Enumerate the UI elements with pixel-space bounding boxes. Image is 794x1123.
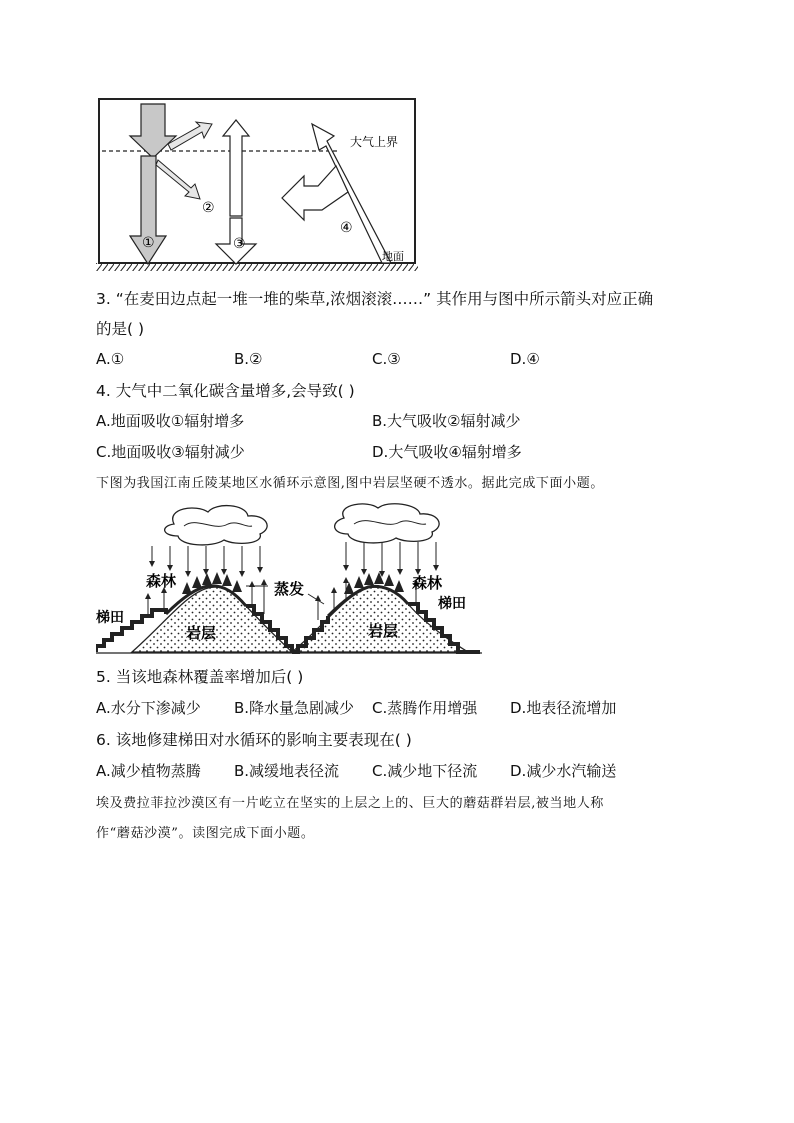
q4-option-b[interactable]: B.大气吸收②辐射减少: [372, 412, 521, 430]
q3-option-c[interactable]: C.③: [372, 350, 401, 368]
cloud-left: [165, 506, 267, 545]
q5-option-b[interactable]: B.降水量急剧减少: [234, 699, 355, 717]
terrace-label-left: 梯田: [96, 610, 124, 626]
terrace-label-right: 梯田: [438, 596, 466, 612]
intro-mushroom-desert-line2: 作“蘑菇沙漠”。读图完成下面小题。: [96, 826, 315, 841]
q4-stem: 4. 大气中二氧化碳含量增多,会导致( ): [96, 382, 355, 400]
atmosphere-label: 大气上界: [350, 135, 399, 149]
ground-hatch: [96, 263, 418, 271]
q4-option-a[interactable]: A.地面吸收①辐射增多: [96, 412, 245, 430]
q6-stem: 6. 该地修建梯田对水循环的影响主要表现在( ): [96, 731, 412, 749]
rock-hill-left: [132, 587, 292, 652]
q5-option-a[interactable]: A.水分下渗减少: [96, 699, 201, 717]
q6-option-d[interactable]: D.减少水汽输送: [510, 762, 617, 780]
arrow-2-label: ②: [202, 200, 215, 216]
q6-option-b[interactable]: B.减缓地表径流: [234, 762, 340, 780]
q6-option-a[interactable]: A.减少植物蒸腾: [96, 762, 201, 780]
arrow-1-label: ①: [142, 235, 155, 251]
q3-option-a[interactable]: A.①: [96, 350, 125, 368]
q3-option-b[interactable]: B.②: [234, 350, 263, 368]
intro-mushroom-desert-line1: 埃及费拉菲拉沙漠区有一片屹立在坚实的上层之上的、巨大的蘑菇群岩层,被当地人称: [96, 796, 604, 811]
forest-label-right: 森林: [412, 574, 443, 592]
q4-option-d[interactable]: D.大气吸收④辐射增多: [372, 443, 522, 461]
ground-label: 地面: [382, 250, 404, 263]
evaporation-leader-right: [308, 594, 324, 604]
water-cycle-diagram: [96, 502, 486, 660]
q3-option-d[interactable]: D.④: [510, 350, 540, 368]
evaporation-label: 蒸发: [274, 580, 305, 598]
rock-label-left: 岩层: [186, 624, 217, 642]
rock-label-right: 岩层: [368, 622, 399, 640]
q5-stem: 5. 当该地森林覆盖率增加后( ): [96, 668, 304, 686]
forest-label-left: 森林: [146, 572, 177, 590]
q3-stem-line1: 3. “在麦田边点起一堆一堆的柴草,浓烟滚滚……” 其作用与图中所示箭头对应正确: [96, 290, 654, 308]
q5-option-d[interactable]: D.地表径流增加: [510, 699, 617, 717]
arrow-4-label: ④: [340, 220, 353, 236]
radiation-diagram: [96, 96, 418, 272]
precipitation-arrows: [152, 542, 436, 574]
intro-water-cycle: 下图为我国江南丘陵某地区水循环示意图,图中岩层坚硬不透水。据此完成下面小题。: [96, 476, 604, 491]
q4-option-c[interactable]: C.地面吸收③辐射减少: [96, 443, 245, 461]
q6-option-c[interactable]: C.减少地下径流: [372, 762, 478, 780]
arrow-3-label: ③: [233, 236, 246, 252]
cloud-right: [335, 504, 439, 543]
q5-option-c[interactable]: C.蒸腾作用增强: [372, 699, 478, 717]
q3-stem-line2: 的是( ): [96, 320, 145, 338]
